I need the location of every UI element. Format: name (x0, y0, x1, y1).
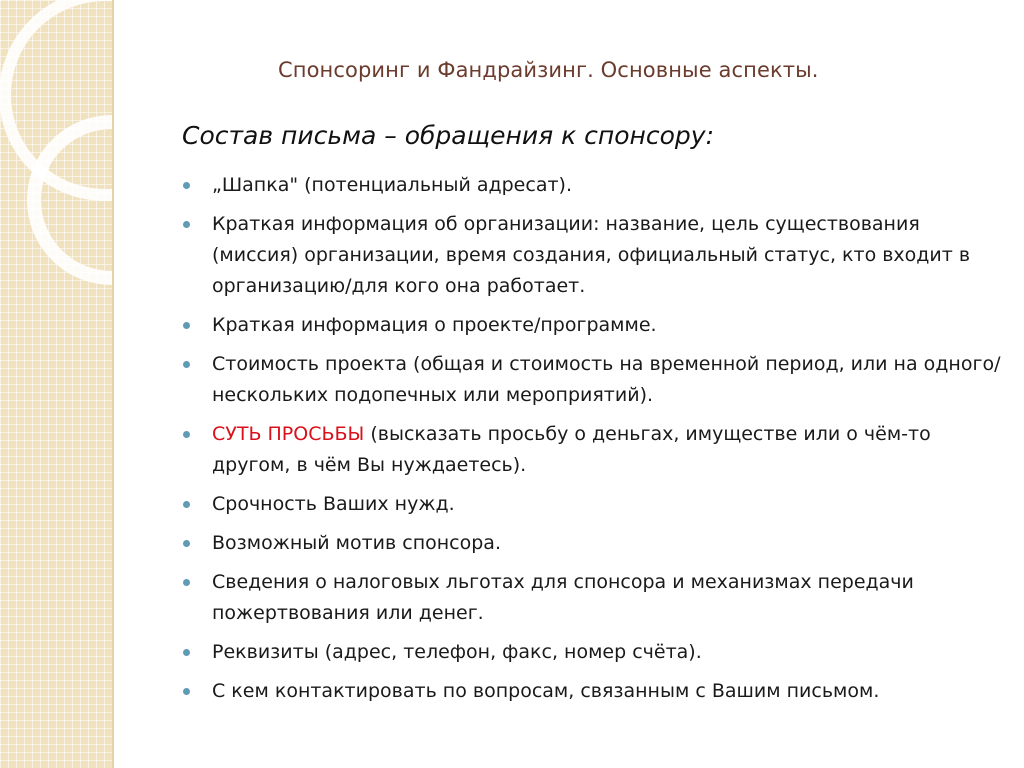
bullet-dot-icon (183, 649, 190, 656)
bullet-item (182, 489, 1002, 520)
bullet-text: Возможный мотив спонсора. (212, 532, 501, 554)
bullet-text: Краткая информация о проекте/программе. (212, 314, 657, 336)
bullet-item (182, 209, 1002, 302)
bullet-item (182, 528, 1002, 559)
bullet-list (182, 170, 1002, 715)
bullet-dot-icon (183, 501, 190, 508)
bullet-highlight: СУТЬ ПРОСЬБЫ (212, 423, 365, 445)
bullet-item (182, 170, 1002, 201)
bullet-dot-icon (183, 322, 190, 329)
bullet-text: Реквизиты (адрес, телефон, факс, номер счёта). (212, 641, 702, 663)
bullet-item (182, 349, 1002, 411)
bullet-dot-icon (183, 579, 190, 586)
bullet-text: (высказать просьбу о деньгах, имуществе или о чём-то другом, в чём Вы нуждаетесь). (212, 423, 931, 476)
bullet-text: Сведения о налоговых льготах для спонсора и механизмах передачи пожертвования или денег. (212, 571, 914, 624)
sidebar-divider (112, 0, 114, 768)
sidebar-pattern (0, 0, 112, 768)
bullet-text: Стоимость проекта (общая и стоимость на временной период, или на одного/нескольких подопечных или мероприятий). (212, 353, 1001, 406)
bullet-text: С кем контактировать по вопросам, связанным с Вашим письмом. (212, 680, 880, 702)
bullet-dot-icon (183, 182, 190, 189)
slide-subtitle: Состав письма – обращения к спонсору: (182, 121, 715, 150)
bullet-text: Срочность Ваших нужд. (212, 493, 455, 515)
bullet-text: Краткая информация об организации: название, цель существования (миссия) организации, время создания, официальный статус, кто входит в организацию/для кого она работает. (212, 213, 971, 297)
bullet-item (182, 676, 1002, 707)
ring-decoration-icon (0, 0, 112, 768)
bullet-item (182, 310, 1002, 341)
bullet-dot-icon (183, 540, 190, 547)
bullet-dot-icon (183, 431, 190, 438)
bullet-dot-icon (183, 688, 190, 695)
slide-title: Спонсоринг и Фандрайзинг. Основные аспекты. (278, 58, 819, 82)
bullet-text: „Шапка" (потенциальный адресат). (212, 174, 572, 196)
bullet-dot-icon (183, 221, 190, 228)
bullet-item (182, 637, 1002, 668)
bullet-dot-icon (183, 361, 190, 368)
bullet-item (182, 567, 1002, 629)
bullet-item (182, 419, 1002, 481)
